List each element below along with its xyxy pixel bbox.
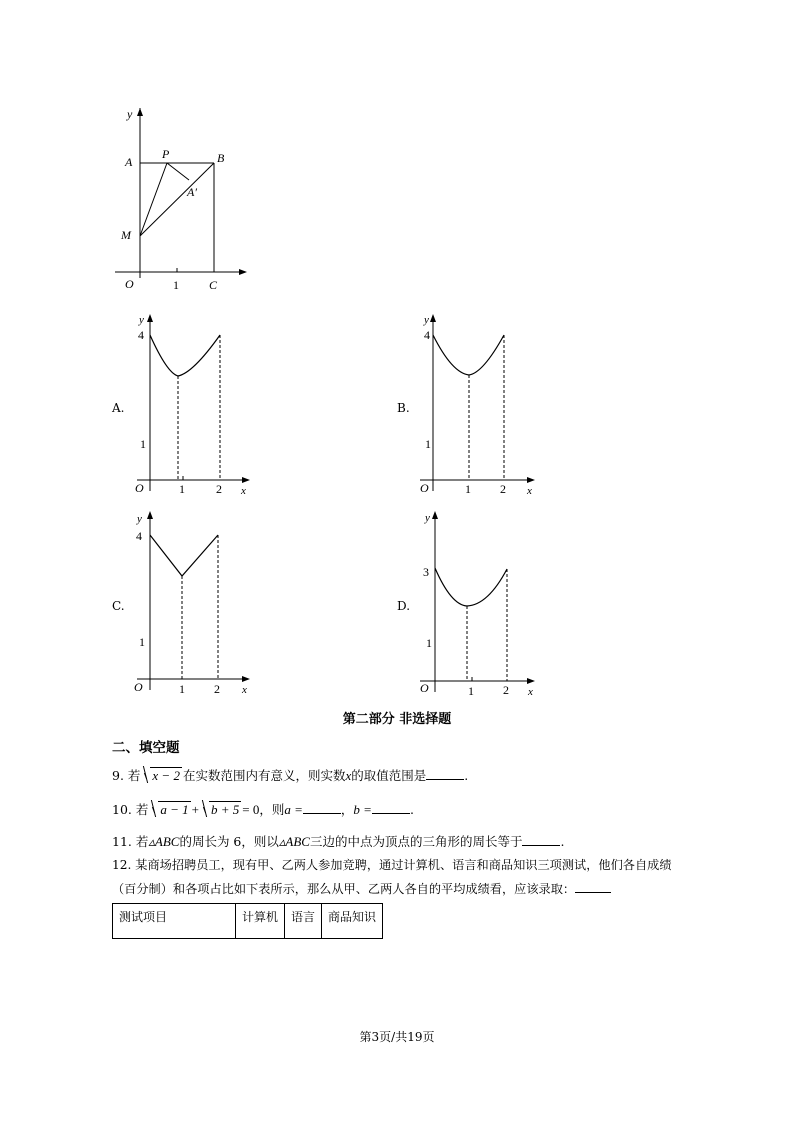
q10-comma: ，则 (259, 802, 285, 817)
c-curve (150, 535, 218, 576)
q9-radicand: x − 2 (152, 768, 180, 783)
d-label-y1: 1 (426, 636, 432, 650)
c-x-arrow (242, 676, 250, 682)
q10-b: b = (353, 802, 372, 817)
a-label-O: O (135, 481, 144, 495)
q11-triangle-2: ▵ABC (278, 834, 310, 849)
segment-MB (140, 163, 214, 236)
q10-blank-b[interactable] (372, 813, 410, 814)
option-b-graph (408, 308, 543, 498)
q10-a: a = (284, 802, 303, 817)
q9-var: x (345, 768, 352, 783)
fig-label-P: P (162, 147, 170, 161)
q11-triangle-1: ▵ABC (148, 834, 180, 849)
option-a-label: A. (112, 401, 125, 415)
d-curve (435, 568, 507, 606)
option-c-label: C. (112, 599, 125, 613)
d-label-x: x (528, 686, 533, 695)
d-y-arrow (432, 511, 438, 519)
fig-label-A: A (125, 155, 133, 169)
option-b-label: B. (397, 401, 410, 415)
b-label-O: O (420, 481, 429, 495)
q11-text-1: 的周长为 6，则以 (179, 834, 279, 849)
b-label-x2: 2 (500, 482, 506, 496)
d-x-arrow (527, 678, 535, 684)
c-label-x1: 1 (179, 682, 185, 695)
table-header-cell: 语言 (285, 904, 322, 939)
table-header-cell: 计算机 (236, 904, 285, 939)
a-label-x1: 1 (179, 482, 185, 496)
b-x-arrow (527, 477, 535, 483)
q10-radicand-1: a − 1 (160, 802, 189, 817)
b-label-y: y (424, 314, 429, 326)
q9-prefix: 9. 若 (112, 768, 141, 783)
option-a-graph (125, 308, 260, 498)
q11-prefix: 11. 若 (112, 834, 149, 849)
q10-radicand-2: b + 5 (210, 802, 240, 817)
d-label-3: 3 (423, 565, 429, 579)
c-label-x2: 2 (214, 682, 220, 695)
fig-label-B: B (217, 151, 225, 165)
table-header-cell: 商品知识 (322, 904, 383, 939)
a-label-x2: 2 (216, 482, 222, 496)
option-d-graph (408, 505, 543, 695)
q10-blank-a[interactable] (303, 813, 341, 814)
c-label-O: O (134, 680, 143, 694)
fig-label-A-prime: A′ (187, 185, 197, 199)
b-label-x: x (527, 485, 532, 497)
fig-label-1: 1 (173, 278, 179, 292)
b-label-y1: 1 (425, 437, 431, 451)
a-y-arrow (147, 314, 153, 322)
geometry-figure (105, 100, 255, 300)
b-label-x1: 1 (465, 482, 471, 496)
score-table (112, 903, 383, 939)
q10-sep: ， (340, 802, 354, 817)
table-header-cell: 测试项目 (113, 904, 236, 939)
fig-x-arrow (239, 269, 247, 275)
fig-label-O: O (125, 277, 134, 291)
q11-blank[interactable] (522, 845, 560, 846)
fig-label-C: C (209, 278, 218, 292)
section-title: 二、填空题 (112, 740, 180, 756)
fig-label-M: M (121, 228, 131, 242)
c-label-y1: 1 (139, 635, 145, 649)
page-footer: 第3页/共19页 (359, 1030, 435, 1044)
q10-equals: = 0 (242, 802, 260, 817)
q10-end: . (409, 802, 414, 817)
a-label-y: y (139, 314, 144, 326)
b-curve (433, 335, 504, 375)
fig-y-arrow (137, 108, 143, 116)
a-curve (150, 335, 220, 376)
b-y-arrow (430, 314, 436, 322)
q12-line-2-text: （百分制）和各项占比如下表所示，那么从甲、乙两人各自的平均成绩看，应该录取： (112, 882, 576, 896)
question-12-line-2 (112, 880, 611, 897)
question-12-line-1: 12. 某商场招聘员工，现有甲、乙两人参加竞聘，通过计算机、语言和商品知识三项测试，他们各自成绩 (112, 858, 672, 872)
part-title: 第二部分 非选择题 (342, 712, 452, 727)
question-9 (112, 766, 468, 784)
segment-MP (140, 163, 167, 236)
q9-suffix: 的取值范围是 (351, 768, 427, 783)
question-11 (112, 832, 564, 850)
q9-middle: 在实数范围内有意义，则实数 (182, 768, 346, 783)
c-label-y: y (137, 513, 142, 525)
b-label-4: 4 (424, 328, 430, 342)
q10-plus: + (191, 802, 199, 817)
fig-label-y: y (127, 107, 133, 121)
q11-text-2: 三边的中点为顶点的三角形的周长等于 (309, 834, 523, 849)
a-label-4: 4 (138, 328, 144, 342)
q9-sqrt (141, 767, 182, 784)
option-d-label: D. (397, 599, 411, 613)
q9-end: . (464, 768, 469, 783)
segment-PA-prime (167, 163, 189, 180)
question-10 (112, 800, 414, 818)
d-label-x1: 1 (468, 684, 474, 695)
q12-blank[interactable] (575, 892, 611, 893)
q10-sqrt-2 (200, 801, 241, 818)
option-c-graph (125, 505, 260, 695)
d-label-O: O (420, 681, 429, 695)
c-label-x: x (242, 684, 247, 695)
table-header-row (113, 904, 383, 939)
a-x-arrow (242, 477, 250, 483)
q9-blank[interactable] (426, 779, 464, 780)
d-label-x2: 2 (503, 683, 509, 695)
q10-prefix: 10. 若 (112, 802, 149, 817)
d-label-y: y (425, 512, 430, 524)
c-label-4: 4 (136, 529, 142, 543)
a-label-x: x (241, 485, 246, 497)
c-y-arrow (147, 511, 153, 519)
a-label-y1: 1 (140, 437, 146, 451)
q10-sqrt-1 (149, 801, 190, 818)
q11-end: . (560, 834, 565, 849)
